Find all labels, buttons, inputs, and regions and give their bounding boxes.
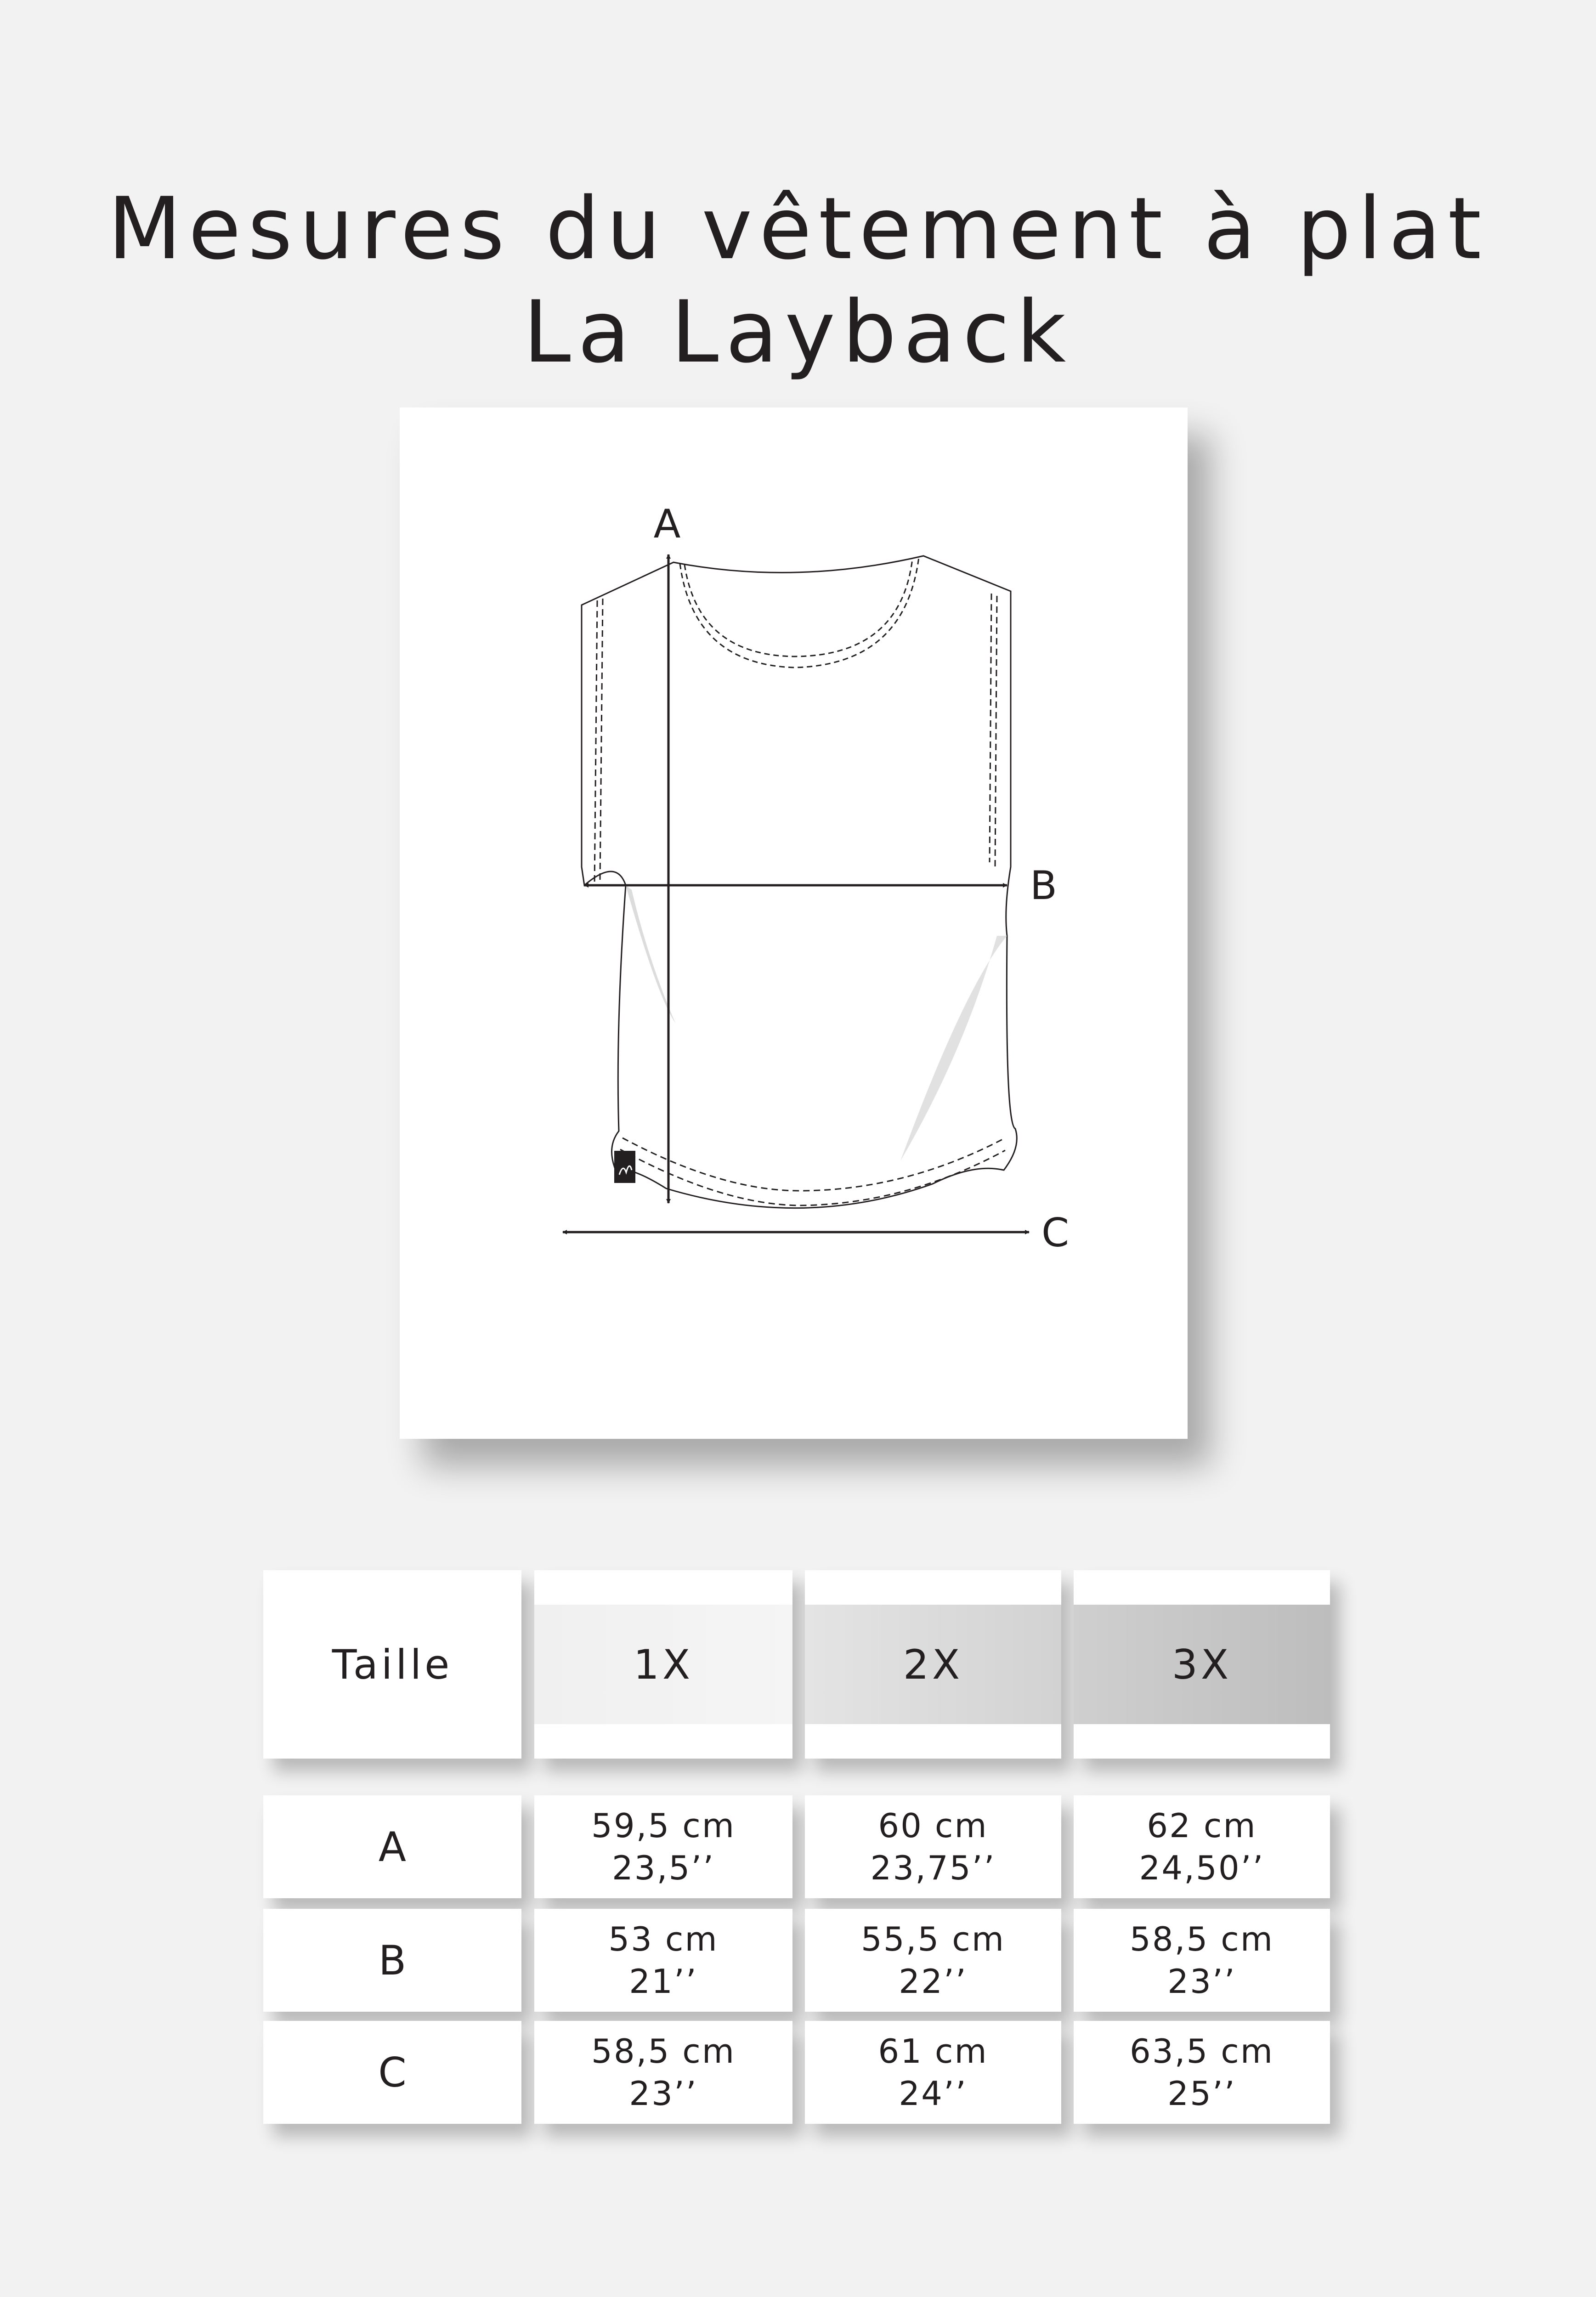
row-b-2x-value xyxy=(805,1909,1061,2012)
row-a-1x-value xyxy=(534,1795,792,1898)
tank-top-diagram xyxy=(400,407,1188,1439)
row-c-2x-value xyxy=(805,2021,1061,2124)
row-b-label: B xyxy=(263,1909,521,2012)
value-cm: 55,5 cm xyxy=(861,1920,1005,1958)
row-a-3x-value xyxy=(1074,1795,1330,1898)
dimension-c-label: C xyxy=(1041,1210,1070,1256)
value-cm: 63,5 cm xyxy=(1130,2032,1274,2071)
size-2x-header xyxy=(805,1570,1061,1759)
garment-diagram-card xyxy=(400,407,1188,1439)
value-in: 23,75’’ xyxy=(870,1849,996,1887)
size-3x-header xyxy=(1074,1570,1330,1759)
dimension-b-label: B xyxy=(1030,863,1057,909)
value-in: 24,50’’ xyxy=(1139,1849,1265,1887)
value-in: 22’’ xyxy=(899,1962,968,2001)
product-name: La Layback xyxy=(523,282,1073,382)
value-cm: 60 cm xyxy=(878,1806,988,1845)
row-c-3x-value xyxy=(1074,2021,1330,2124)
row-b-1x-value xyxy=(534,1909,792,2012)
row-c-1x-value xyxy=(534,2021,792,2124)
value-cm: 53 cm xyxy=(608,1920,719,1958)
value-cm: 59,5 cm xyxy=(591,1806,736,1845)
size-2x-label: 2X xyxy=(903,1641,963,1688)
size-3x-label: 3X xyxy=(1172,1641,1232,1688)
value-in: 23,5’’ xyxy=(611,1849,715,1887)
garment-outline xyxy=(582,556,1017,1208)
page-title: Mesures du vêtement à plat xyxy=(108,179,1488,278)
size-header-label: Taille xyxy=(332,1641,453,1688)
size-header-cell xyxy=(263,1570,521,1759)
value-in: 21’’ xyxy=(629,1962,698,2001)
value-in: 23’’ xyxy=(629,2074,698,2113)
dimension-a-label: A xyxy=(653,501,681,547)
row-b-3x-value xyxy=(1074,1909,1330,2012)
value-in: 24’’ xyxy=(899,2074,968,2113)
row-a-2x-value xyxy=(805,1795,1061,1898)
row-a-label: A xyxy=(263,1795,521,1898)
value-cm: 58,5 cm xyxy=(1130,1920,1274,1958)
size-1x-label: 1X xyxy=(633,1641,694,1688)
value-in: 23’’ xyxy=(1167,1962,1236,2001)
value-cm: 61 cm xyxy=(878,2032,988,2071)
value-in: 25’’ xyxy=(1167,2074,1236,2113)
size-1x-header xyxy=(534,1570,792,1759)
row-c-label: C xyxy=(263,2021,521,2124)
value-cm: 62 cm xyxy=(1147,1806,1257,1845)
brand-tag xyxy=(614,1151,635,1183)
value-cm: 58,5 cm xyxy=(591,2032,736,2071)
